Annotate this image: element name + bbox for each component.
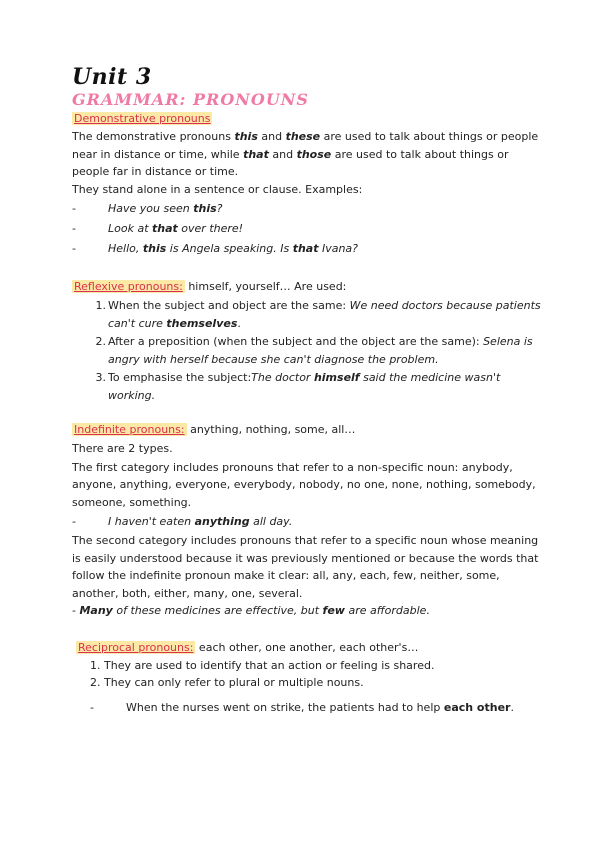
- indefinite-section: [72, 421, 542, 620]
- reflexive-list: [72, 297, 542, 404]
- example-item: - Have you seen this?: [72, 202, 223, 215]
- reciprocal-intro: each other, one another, each other's…: [195, 640, 419, 654]
- unit-title: Unit 3: [72, 64, 152, 90]
- list-item: 3. To emphasise the subject:The doctor himself said the medicine wasn't working.: [95, 371, 501, 402]
- demonstrative-heading: Demonstrative pronouns: [74, 112, 211, 125]
- list-item: 2. They can only refer to plural or multiple nouns.: [90, 676, 364, 689]
- indefinite-types: There are 2 types.: [72, 442, 173, 455]
- list-item: 2. After a preposition (when the subject and the object are the same): Selena is angry with herself because she can't diagnose the problem.: [95, 335, 533, 366]
- list-item: 1. They are used to identify that an action or feeling is shared.: [90, 658, 435, 672]
- list-item: 1. When the subject and object are the same: We need doctors because patients can't cure themselves.: [95, 299, 541, 330]
- example-item: - Many of these medicines are effective, but few are affordable.: [72, 604, 430, 617]
- reflexive-intro: himself, yourself… Are used:: [184, 280, 347, 293]
- reflexive-heading: Reflexive pronouns:: [74, 280, 183, 293]
- reciprocal-section: [72, 639, 542, 717]
- example-item: - When the nurses went on strike, the patients had to help each other.: [90, 700, 514, 714]
- example-item: - Look at that over there!: [72, 222, 244, 235]
- reciprocal-list: [72, 657, 542, 692]
- demonstrative-examples-intro: They stand alone in a sentence or clause. Examples:: [72, 182, 363, 196]
- grammar-subtitle: GRAMMAR: PRONOUNS: [72, 90, 309, 109]
- reciprocal-heading: Reciprocal pronouns:: [78, 640, 194, 654]
- document-page: [72, 64, 542, 717]
- reflexive-section: [72, 278, 542, 404]
- indefinite-intro: anything, nothing, some, all…: [186, 423, 356, 436]
- example-item: - I haven't eaten anything all day.: [72, 515, 293, 528]
- demonstrative-paragraph: The demonstrative pronouns this and these are used to talk about things or people near in distance or time, while that and those are used to talk about things or people far in distance or time.: [72, 130, 539, 178]
- example-item: - Hello, this is Angela speaking. Is that Ivana?: [72, 242, 359, 255]
- demonstrative-section: [72, 110, 542, 258]
- indefinite-heading: Indefinite pronouns:: [74, 423, 185, 436]
- indefinite-second-category: The second category includes pronouns that refer to a specific noun whose meaning is easily understood because it was previously mentioned or because the words that follow the indefinite pronoun make it clear: all, any, each, few, neither, some, another, both, either, many, one, several.: [72, 534, 539, 600]
- indefinite-first-category: The first category includes pronouns that refer to a non-specific noun: anybody, anyone, anything, everyone, everybody, nobody, no one, none, nothing, somebody, someone, something.: [72, 460, 536, 509]
